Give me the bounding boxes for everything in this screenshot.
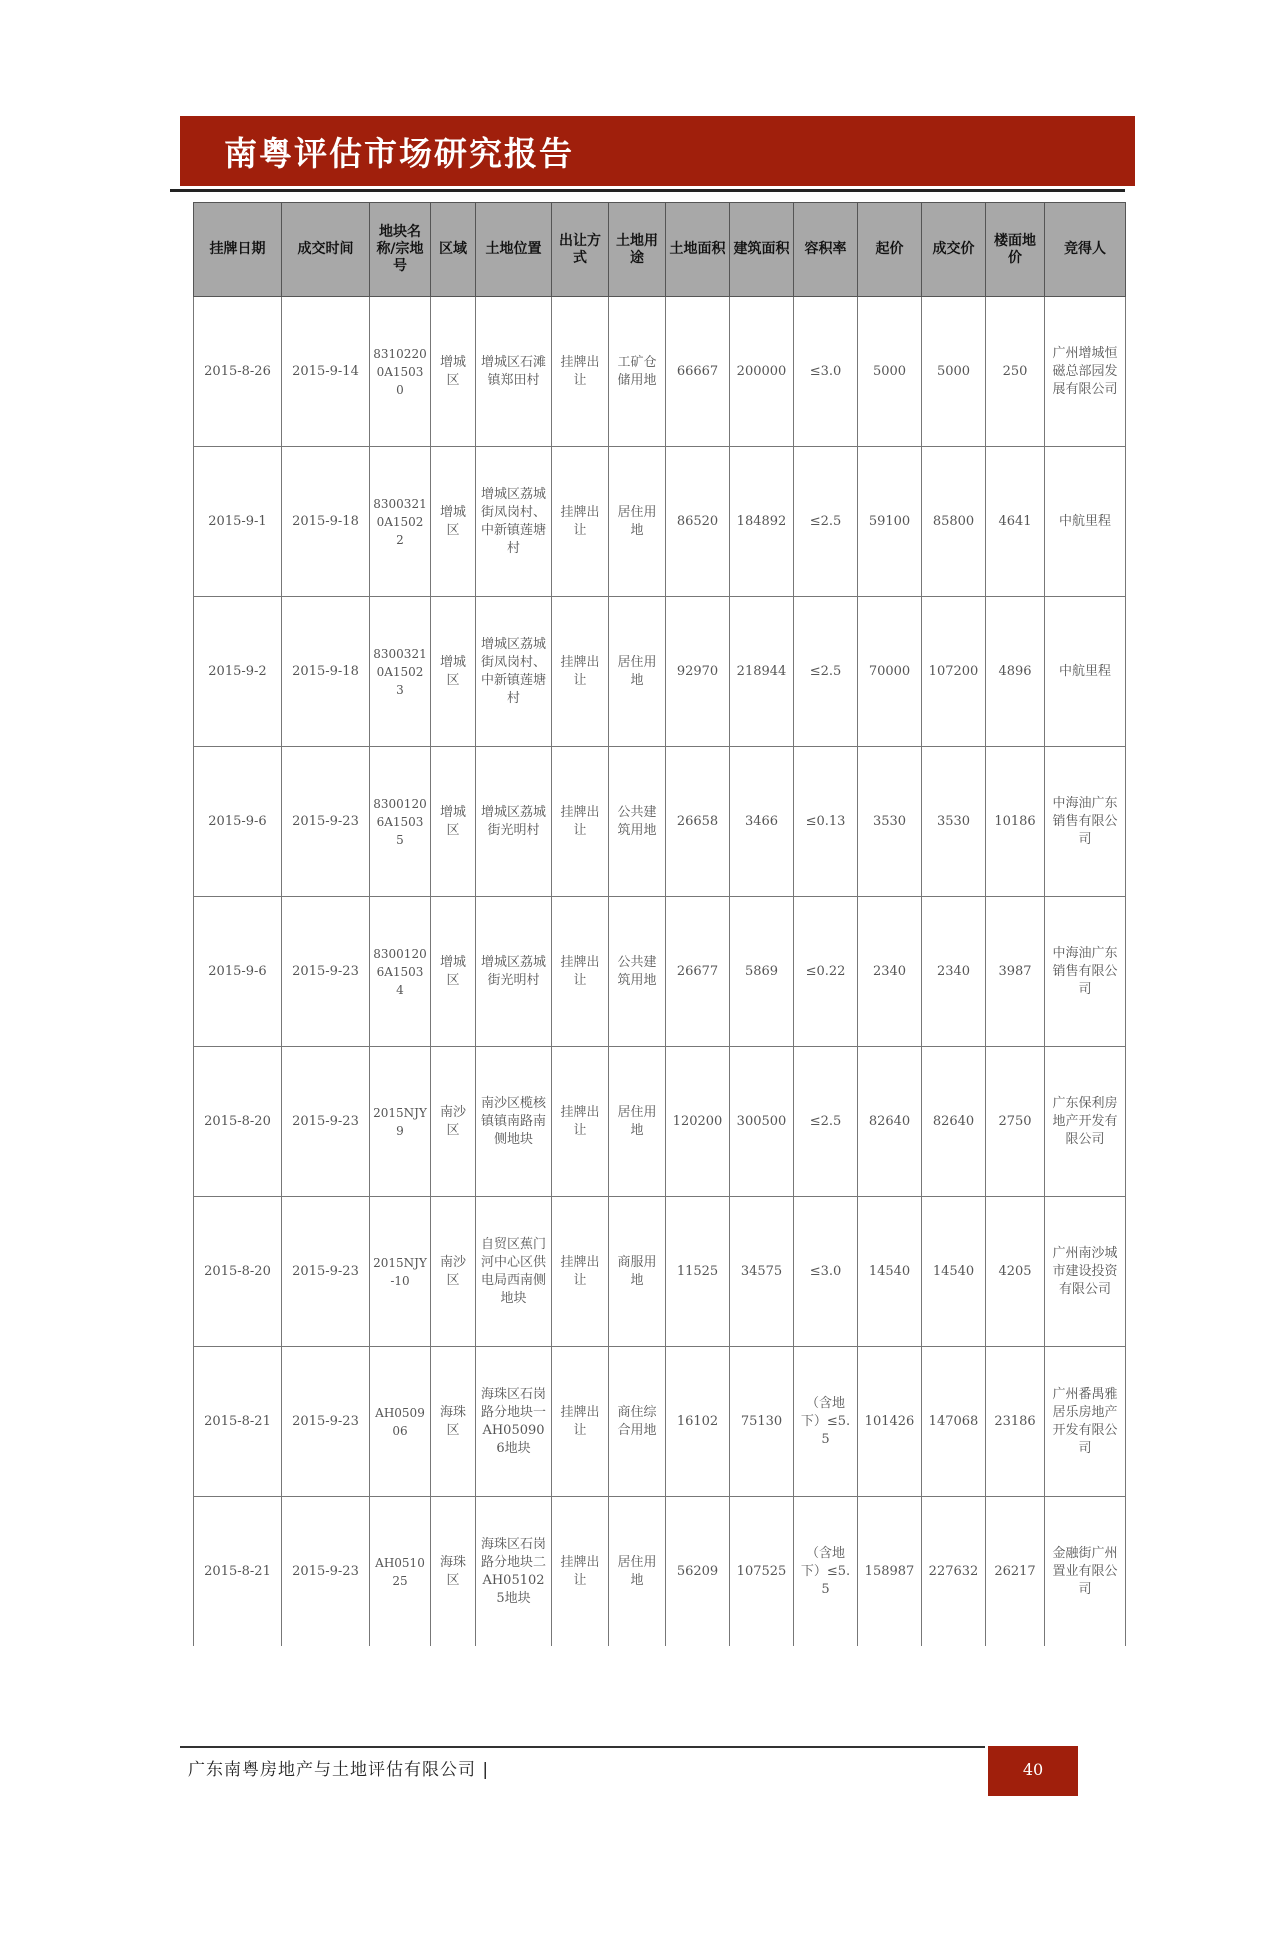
table-cell: 广州增城恒磁总部园发展有限公司	[1045, 297, 1126, 447]
table-cell: 23186	[986, 1347, 1045, 1497]
column-header: 挂牌日期	[194, 203, 282, 297]
table-cell: 107525	[730, 1497, 794, 1647]
table-cell: 挂牌出让	[552, 747, 609, 897]
table-cell: 南沙区	[431, 1197, 476, 1347]
table-cell: 2015-8-20	[194, 1197, 282, 1347]
column-header: 竞得人	[1045, 203, 1126, 297]
table-cell: 2015-9-14	[282, 297, 370, 447]
footer-divider	[180, 1746, 985, 1748]
table-cell: 2015-9-23	[282, 1497, 370, 1647]
table-cell: 5000	[922, 297, 986, 447]
table-row	[194, 747, 1126, 897]
table-cell: ≤2.5	[794, 1047, 858, 1197]
table-cell: 公共建筑用地	[609, 747, 666, 897]
table-cell: 2015-9-18	[282, 447, 370, 597]
table-cell: 70000	[858, 597, 922, 747]
table-cell: 广州番禺雅居乐房地产开发有限公司	[1045, 1347, 1126, 1497]
table-cell: 4205	[986, 1197, 1045, 1347]
table-cell: 居住用地	[609, 447, 666, 597]
table-cell: 挂牌出让	[552, 297, 609, 447]
table-cell: 2015-9-6	[194, 897, 282, 1047]
table-cell: 5000	[858, 297, 922, 447]
table-cell: 92970	[666, 597, 730, 747]
table-cell: 2015-8-26	[194, 297, 282, 447]
table-cell: 85800	[922, 447, 986, 597]
table-cell: 83102200A15030	[370, 297, 431, 447]
table-cell: 居住用地	[609, 1497, 666, 1647]
table-row	[194, 1497, 1126, 1647]
table-cell: ≤3.0	[794, 1197, 858, 1347]
table-cell: 挂牌出让	[552, 597, 609, 747]
table-cell: 2750	[986, 1047, 1045, 1197]
table-cell: 海珠区石岗路分地块二AH051025地块	[476, 1497, 552, 1647]
table-row	[194, 447, 1126, 597]
table-cell: ≤2.5	[794, 597, 858, 747]
table-cell: 增城区	[431, 447, 476, 597]
column-header: 土地用途	[609, 203, 666, 297]
table-cell: 34575	[730, 1197, 794, 1347]
table-cell: 4641	[986, 447, 1045, 597]
column-header: 地块名称/宗地号	[370, 203, 431, 297]
table-cell: 250	[986, 297, 1045, 447]
column-header: 建筑面积	[730, 203, 794, 297]
table-cell: 2015-9-23	[282, 1197, 370, 1347]
table-header-row	[194, 203, 1126, 297]
table-cell: 83001206A15034	[370, 897, 431, 1047]
table-cell: AH050906	[370, 1347, 431, 1497]
table-cell: 2015-9-23	[282, 747, 370, 897]
table-cell: 2015-9-6	[194, 747, 282, 897]
table-cell: 26217	[986, 1497, 1045, 1647]
table-cell: 120200	[666, 1047, 730, 1197]
table-cell: 南沙区榄核镇镇南路南侧地块	[476, 1047, 552, 1197]
table-cell: 14540	[922, 1197, 986, 1347]
table-cell: 挂牌出让	[552, 447, 609, 597]
table-cell: 66667	[666, 297, 730, 447]
table-cell: 居住用地	[609, 597, 666, 747]
table-cell: 14540	[858, 1197, 922, 1347]
table-cell: 107200	[922, 597, 986, 747]
table-cell: 2015-8-21	[194, 1497, 282, 1647]
table-row	[194, 1047, 1126, 1197]
table-cell: 2015-8-21	[194, 1347, 282, 1497]
table-cell: 自贸区蕉门河中心区供电局西南侧地块	[476, 1197, 552, 1347]
table-cell: 158987	[858, 1497, 922, 1647]
table-cell: 居住用地	[609, 1047, 666, 1197]
table-cell: 公共建筑用地	[609, 897, 666, 1047]
table-cell: 101426	[858, 1347, 922, 1497]
table-cell: 86520	[666, 447, 730, 597]
table-cell: 挂牌出让	[552, 897, 609, 1047]
table-cell: 83003210A15022	[370, 447, 431, 597]
table-cell: 中航里程	[1045, 597, 1126, 747]
column-header: 成交价	[922, 203, 986, 297]
table-cell: 3987	[986, 897, 1045, 1047]
table-cell: 挂牌出让	[552, 1197, 609, 1347]
table-cell: 海珠区石岗路分地块一AH050906地块	[476, 1347, 552, 1497]
table-cell: 2015-9-2	[194, 597, 282, 747]
table-cell: 中航里程	[1045, 447, 1126, 597]
footer-company: 广东南粤房地产与土地评估有限公司 |	[188, 1760, 490, 1780]
table-cell: 商服用地	[609, 1197, 666, 1347]
land-transaction-table	[193, 202, 1126, 1646]
table-cell: 26658	[666, 747, 730, 897]
table-cell: 83001206A15035	[370, 747, 431, 897]
table-cell: 挂牌出让	[552, 1347, 609, 1497]
report-title: 南粤评估市场研究报告	[224, 134, 574, 173]
table-cell: 挂牌出让	[552, 1497, 609, 1647]
table-cell: 82640	[922, 1047, 986, 1197]
table-cell: 2340	[858, 897, 922, 1047]
table-cell: （含地下）≤5.5	[794, 1497, 858, 1647]
table-cell: 200000	[730, 297, 794, 447]
table-cell: 增城区荔城街凤岗村、中新镇莲塘村	[476, 447, 552, 597]
table-cell: 75130	[730, 1347, 794, 1497]
table-cell: 商住综合用地	[609, 1347, 666, 1497]
header-banner	[180, 116, 1135, 186]
table-cell: 挂牌出让	[552, 1047, 609, 1197]
table-cell: 金融街广州置业有限公司	[1045, 1497, 1126, 1647]
table-cell: ≤2.5	[794, 447, 858, 597]
table-cell: 增城区	[431, 747, 476, 897]
table-row	[194, 1197, 1126, 1347]
table-cell: 工矿仓储用地	[609, 297, 666, 447]
table-cell: 2015-9-23	[282, 897, 370, 1047]
table-cell: 增城区	[431, 897, 476, 1047]
column-header: 土地位置	[476, 203, 552, 297]
table-cell: 56209	[666, 1497, 730, 1647]
table-cell: 147068	[922, 1347, 986, 1497]
table-cell: 海珠区	[431, 1347, 476, 1497]
table-cell: 增城区荔城街光明村	[476, 747, 552, 897]
table-cell: 2340	[922, 897, 986, 1047]
table-cell: 2015-9-1	[194, 447, 282, 597]
header-divider	[170, 189, 1125, 192]
table-cell: 中海油广东销售有限公司	[1045, 747, 1126, 897]
table-row	[194, 597, 1126, 747]
table-cell: 11525	[666, 1197, 730, 1347]
table-cell: 227632	[922, 1497, 986, 1647]
table-cell: 南沙区	[431, 1047, 476, 1197]
table-cell: 3466	[730, 747, 794, 897]
table-cell: 增城区石滩镇郑田村	[476, 297, 552, 447]
table-cell: ≤0.13	[794, 747, 858, 897]
table-cell: 300500	[730, 1047, 794, 1197]
table-cell: 5869	[730, 897, 794, 1047]
table-cell: 增城区	[431, 297, 476, 447]
column-header: 土地面积	[666, 203, 730, 297]
table-cell: 16102	[666, 1347, 730, 1497]
table-cell: 184892	[730, 447, 794, 597]
table-body	[194, 297, 1126, 1647]
table-cell: （含地下）≤5.5	[794, 1347, 858, 1497]
table-cell: 海珠区	[431, 1497, 476, 1647]
table-cell: 增城区荔城街凤岗村、中新镇莲塘村	[476, 597, 552, 747]
table-row	[194, 897, 1126, 1047]
table-cell: 83003210A15023	[370, 597, 431, 747]
column-header: 出让方式	[552, 203, 609, 297]
table-cell: AH051025	[370, 1497, 431, 1647]
table-cell: 10186	[986, 747, 1045, 897]
table-cell: 增城区	[431, 597, 476, 747]
column-header: 起价	[858, 203, 922, 297]
table-cell: 2015-9-23	[282, 1047, 370, 1197]
table-cell: 2015NJY9	[370, 1047, 431, 1197]
table-cell: ≤0.22	[794, 897, 858, 1047]
table-cell: 增城区荔城街光明村	[476, 897, 552, 1047]
page-number: 40	[1022, 1760, 1044, 1779]
table-cell: 2015NJY-10	[370, 1197, 431, 1347]
table-cell: 3530	[922, 747, 986, 897]
table-cell: 广东保利房地产开发有限公司	[1045, 1047, 1126, 1197]
table-cell: 2015-9-18	[282, 597, 370, 747]
table-cell: 26677	[666, 897, 730, 1047]
table-cell: ≤3.0	[794, 297, 858, 447]
table-cell: 4896	[986, 597, 1045, 747]
column-header: 容积率	[794, 203, 858, 297]
table-cell: 59100	[858, 447, 922, 597]
table-cell: 82640	[858, 1047, 922, 1197]
column-header: 区域	[431, 203, 476, 297]
table-cell: 中海油广东销售有限公司	[1045, 897, 1126, 1047]
column-header: 楼面地价	[986, 203, 1045, 297]
table-cell: 218944	[730, 597, 794, 747]
table-cell: 2015-9-23	[282, 1347, 370, 1497]
table-cell: 3530	[858, 747, 922, 897]
column-header: 成交时间	[282, 203, 370, 297]
table-cell: 广州南沙城市建设投资有限公司	[1045, 1197, 1126, 1347]
table-row	[194, 1347, 1126, 1497]
table-row	[194, 297, 1126, 447]
table-cell: 2015-8-20	[194, 1047, 282, 1197]
page-number-box	[988, 1746, 1078, 1796]
